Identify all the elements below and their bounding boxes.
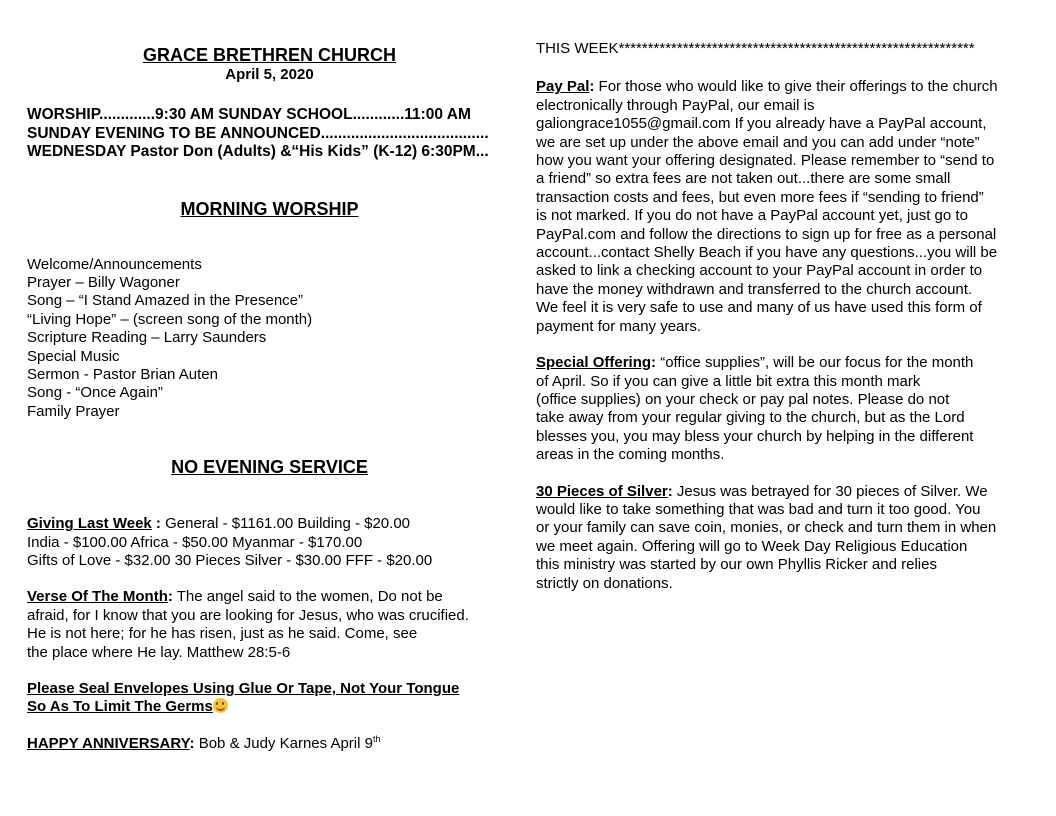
- right-column: [536, 40, 1036, 593]
- worship-item: Song – “I Stand Amazed in the Presence”: [27, 292, 303, 310]
- worship-item: Sermon - Pastor Brian Auten: [27, 365, 218, 383]
- paypal-line: galiongrace1055@gmail.com If you already have a PayPal account,: [536, 115, 987, 133]
- verse-of-the-month: Verse Of The Month: The angel said to the women, Do not be afraid, for I know that you are looking for Jesus, who was crucified. He is not here; for he has risen, just as he said. Come, see the place where He lay. Matthew 28:5-6: [27, 588, 512, 662]
- order-of-worship: [27, 256, 512, 422]
- verse-line: the place where He lay. Matthew 28:5-6: [27, 643, 291, 661]
- service-schedule: [27, 106, 512, 162]
- paypal-line: a friend” so extra fees are not taken out...there are some small: [536, 170, 951, 188]
- anniversary-label: HAPPY ANNIVERSARY: [27, 734, 190, 752]
- verse-label: Verse Of The Month: [27, 588, 168, 606]
- anniversary-text: Bob & Judy Karnes April 9: [194, 734, 373, 752]
- giving-line: Gifts of Love - $32.00 30 Pieces Silver - $30.00 FFF - $20.00: [27, 551, 433, 569]
- paypal-line: payment for many years.: [536, 317, 702, 335]
- verse-line: He is not here; for he has risen, just as he said. Come, see: [27, 625, 418, 643]
- special-offering-label: Special Offering: [536, 354, 652, 372]
- paypal-line: have the money withdrawn and transferred to the church account.: [536, 280, 973, 298]
- silver-label: 30 Pieces of Silver: [536, 482, 668, 500]
- worship-item: Song - “Once Again”: [27, 384, 163, 402]
- paypal-line: For those who would like to give their offerings to the church: [594, 78, 998, 96]
- paypal-line: is not marked. If you do not have a PayPal account yet, just go to: [536, 207, 968, 225]
- paypal-line: asked to link a checking account to your PayPal account in order to: [536, 262, 983, 280]
- paypal-line: PayPal.com and follow the directions to sign up for free as a personal: [536, 225, 997, 243]
- paypal-line: account...contact Shelly Beach if you have any questions...you will be: [536, 244, 998, 262]
- special-offering-line: blesses you, you may bless your church by helping in the different: [536, 427, 974, 445]
- paypal-line: how you want your offering designated. Please remember to “send to: [536, 152, 995, 170]
- giving-last-week: Giving Last Week : General - $1161.00 Building - $20.00 India - $100.00 Africa - $50.00 Myanmar - $170.00 Gifts of Love - $32.00 30 Pieces Silver - $30.00 FFF - $20.00: [27, 515, 512, 570]
- verse-line: afraid, for I know that you are looking for Jesus, who was crucified.: [27, 606, 469, 624]
- notice-line: So As To Limit The Germs: [27, 698, 213, 716]
- special-offering-line: “office supplies”, will be our focus for the month: [656, 354, 974, 372]
- worship-item: Scripture Reading – Larry Saunders: [27, 329, 267, 347]
- left-column: [27, 44, 512, 753]
- giving-line: General - $1161.00 Building - $20.00: [165, 515, 411, 533]
- verse-line: The angel said to the women, Do not be: [172, 588, 443, 606]
- worship-item: “Living Hope” – (screen song of the month): [27, 310, 313, 328]
- happy-anniversary: HAPPY ANNIVERSARY: Bob & Judy Karnes April 9th: [27, 733, 381, 752]
- paypal-section: Pay Pal: For those who would like to give their offerings to the church electronically through PayPal, our email is galiongrace1055@gmail.com If you already have a PayPal account, we are set up under the above email and you can add under “note” how you want your offering designated. Please remember to “send to a friend” so extra fees are not taken out...there are some small transaction costs and fees, but even more fees if “sending to friend” is not marked. If you do not have a PayPal account yet, just go to PayPal.com and follow the directions to sign up for free as a personal account...contact Shelly Beach if you have any questions...you will be asked to link a checking account to your PayPal account in order to have the money withdrawn and transferred to the church account. We feel it is very safe to use and many of us have used this form of payment for many years.: [536, 78, 1036, 336]
- special-offering-line: (office supplies) on your check or pay pal notes. Please do not: [536, 390, 950, 408]
- special-offering-line: of April. So if you can give a little bit extra this month mark: [536, 372, 921, 390]
- silver-line: would like to take something that was bad and turn it too good. You: [536, 500, 981, 518]
- paypal-line: electronically through PayPal, our email is: [536, 96, 815, 114]
- schedule-line: WEDNESDAY Pastor Don (Adults) &“His Kids” (K-12) 6:30PM...: [27, 143, 489, 160]
- paypal-line: We feel it is very safe to use and many of us have used this form of: [536, 299, 982, 317]
- silver-section: 30 Pieces of Silver: Jesus was betrayed for 30 pieces of Silver. We would like to take something that was bad and turn it too good. You or your family can save coin, monies, or check and turn them in when we meet again. Offering will go to Week Day Religious Education this ministry was started by our own Phyllis Ricker and relies strictly on donations.: [536, 483, 1036, 593]
- worship-item: Prayer – Billy Wagoner: [27, 273, 180, 291]
- silver-line: we meet again. Offering will go to Week Day Religious Education: [536, 537, 968, 555]
- bulletin-header: [27, 44, 512, 84]
- envelope-notice: [27, 680, 512, 717]
- paypal-line: we are set up under the above email and you can add under “note”: [536, 133, 980, 151]
- morning-worship-heading: MORNING WORSHIP: [180, 198, 359, 219]
- notice-line: Please Seal Envelopes Using Glue Or Tape, Not Your Tongue: [27, 680, 460, 697]
- giving-label: Giving Last Week: [27, 515, 152, 533]
- schedule-line: SUNDAY EVENING TO BE ANNOUNCED.......................................: [27, 124, 489, 142]
- schedule-line: WORSHIP.............9:30 AM SUNDAY SCHOOL............11:00 AM: [27, 106, 471, 123]
- worship-item: Welcome/Announcements: [27, 255, 202, 273]
- silver-line: this ministry was started by our own Phyllis Ricker and relies: [536, 556, 937, 574]
- bulletin-date: April 5, 2020: [225, 66, 314, 83]
- church-name: GRACE BRETHREN CHURCH: [142, 45, 396, 65]
- worship-item: Special Music: [27, 347, 120, 365]
- paypal-label: Pay Pal: [536, 78, 590, 96]
- giving-line: India - $100.00 Africa - $50.00 Myanmar - $170.00: [27, 533, 363, 551]
- paypal-line: transaction costs and fees, but even more fees if “sending to friend”: [536, 188, 984, 206]
- special-offering-section: Special Offering: “office supplies”, will be our focus for the month of April. So if you can give a little bit extra this month mark (office supplies) on your check or pay pal notes. Please do not take away from your regular giving to the church, but as the Lord blesses you, you may bless your church by helping in the different areas in the coming months.: [536, 354, 1036, 464]
- this-week-heading: THIS WEEK*************************************************************: [536, 40, 975, 57]
- silver-line: strictly on donations.: [536, 574, 673, 592]
- special-offering-line: areas in the coming months.: [536, 446, 725, 464]
- evening-service-heading: NO EVENING SERVICE: [171, 457, 368, 478]
- worship-item: Family Prayer: [27, 402, 120, 420]
- special-offering-line: take away from your regular giving to the church, but as the Lord: [536, 409, 965, 427]
- silver-line: Jesus was betrayed for 30 pieces of Silver. We: [672, 482, 988, 500]
- silver-line: or your family can save coin, monies, or check and turn them in when: [536, 519, 997, 537]
- smiley-face-icon: [213, 698, 228, 713]
